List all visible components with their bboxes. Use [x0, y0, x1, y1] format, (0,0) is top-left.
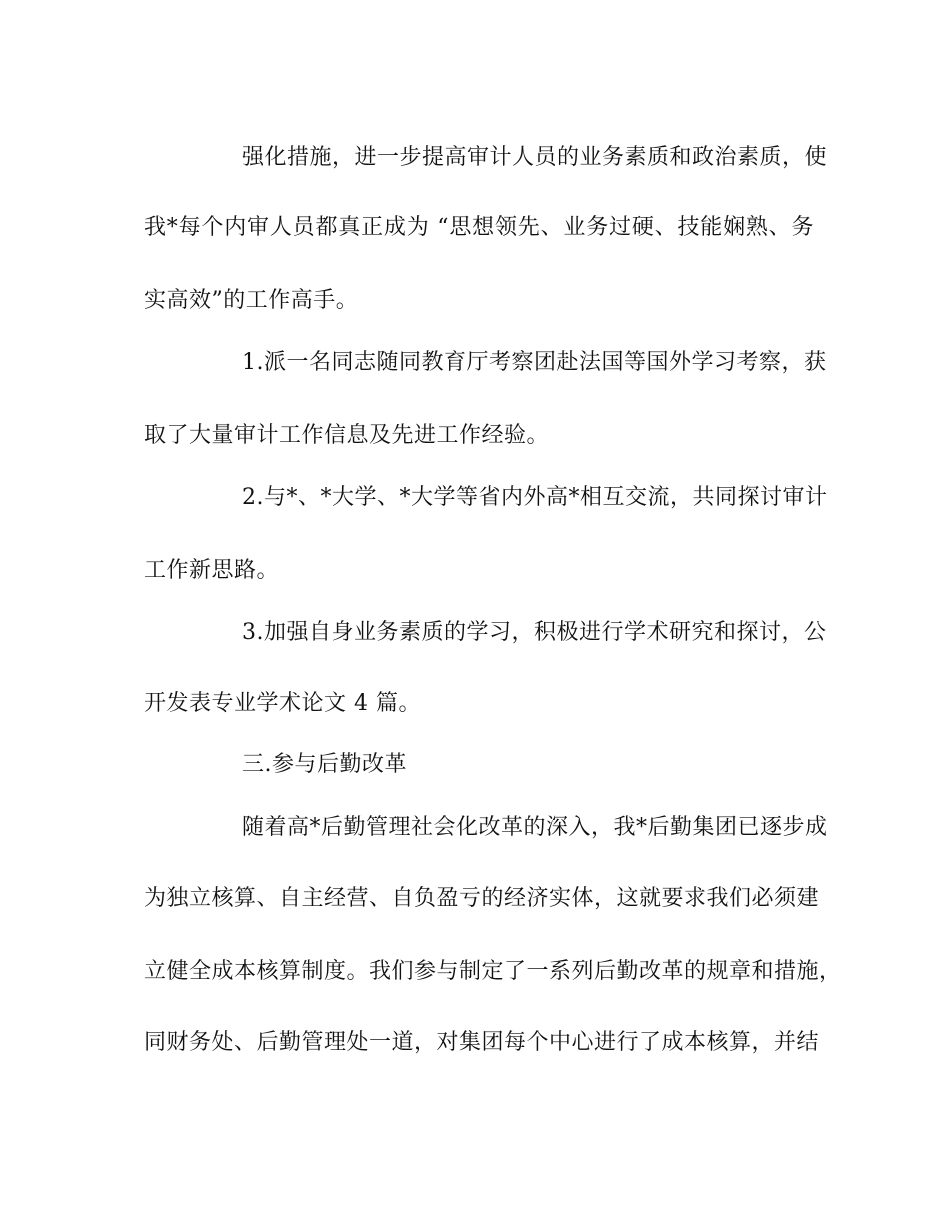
paragraph-line: 实高效”的工作高手。: [144, 288, 359, 313]
paragraph-line: 随着高*后勤管理社会化改革的深入，我*后勤集团已逐步成: [242, 815, 828, 840]
list-item-line: 取了大量审计工作信息及先进工作经验。: [144, 423, 550, 448]
list-item-line: 3.加强自身业务素质的学习，积极进行学术研究和探讨，公: [242, 620, 827, 645]
section-heading: 三.参与后勤改革: [242, 752, 407, 777]
paragraph-line: 立健全成本核算制度。我们参与制定了一系列后勤改革的规章和措施，: [144, 959, 842, 984]
paragraph-line: 同财务处、后勤管理处一道，对集团每个中心进行了成本核算，并结: [144, 1030, 820, 1055]
paragraph-line: 我*每个内审人员都真正成为 “思想领先、业务过硬、技能娴熟、务: [144, 215, 814, 240]
list-item-line: 1.派一名同志随同教育厅考察团赴法国等国外学习考察，获: [242, 350, 827, 375]
paragraph-line: 为独立核算、自主经营、自负盈亏的经济实体，这就要求我们必须建: [144, 886, 820, 911]
list-item-line: 开发表专业学术论文 4 篇。: [144, 691, 421, 716]
paragraph-line: 强化措施，进一步提高审计人员的业务素质和政治素质，使: [242, 145, 828, 170]
list-item-line: 2.与*、*大学、*大学等省内外高*相互交流，共同探讨审计: [242, 485, 828, 510]
list-item-line: 工作新思路。: [144, 558, 280, 583]
